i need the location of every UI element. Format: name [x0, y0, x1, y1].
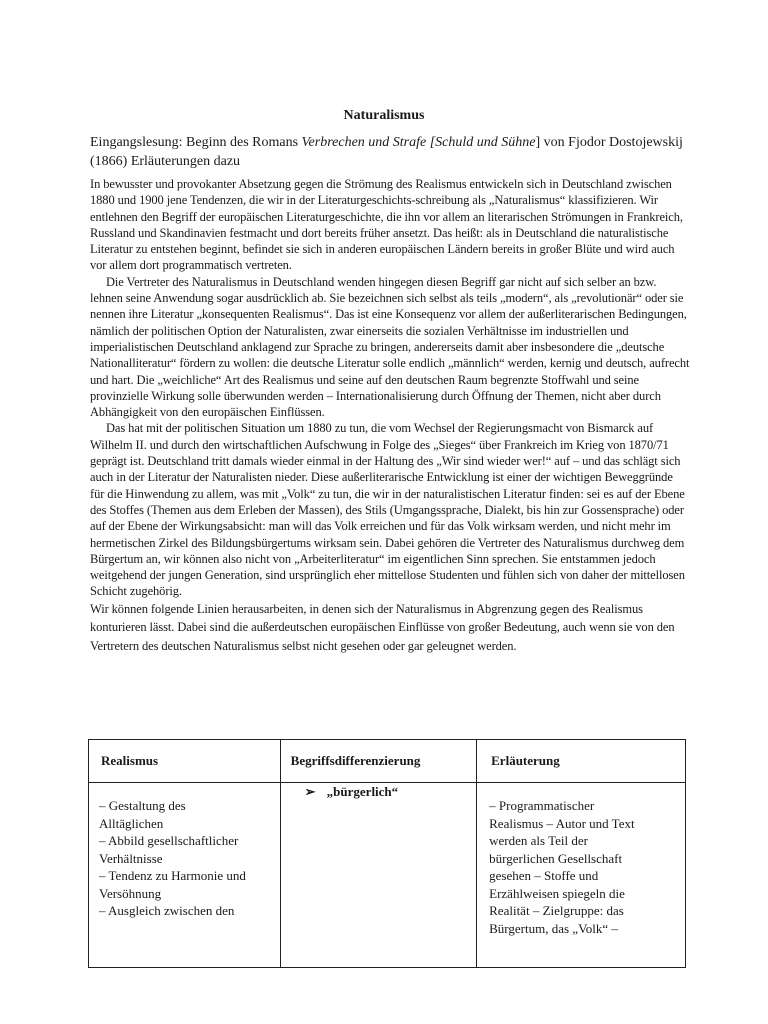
paragraph-2: Die Vertreter des Naturalismus in Deutschland wenden hingegen diesen Begriff gar nicht auf sich selber an bzw. lehnen seine Anwendung sogar ausdrücklich ab. Sie bezeichnen sich selbst als teils „modern“, als „revolutionär“ oder sie nennen ihre Literatur „konsequenten Realismus“. Das ist eine Konsequenz vor allem der außerliterarischen Bedingungen, nämlich der politischen Option der Naturalisten, zwar einerseits die sozialen Verhältnisse im industriellen und imperialistischen Deutschland anklagend zur Sprache zu bringen, andererseits damit aber insbesondere die „deutsche Nationalliteratur“ fördern zu wollen: die deutsche Literatur solle endlich „männlich“ werden, kernig und deutsch, aufrecht und hart. Die „weichliche“ Art des Realismus und seine auf den deutschen Raum begrenzte Stoffwahl und seine provinzielle Wirkung solle überwunden werden – Internationalisierung durch Öffnung der Themen, nicht aber durch Abhängigkeit von den europäischen Einflüssen. [90, 274, 690, 420]
cell-line: Erzählweisen spiegeln die [489, 885, 625, 901]
page-title: Naturalismus [343, 108, 425, 123]
cell-realismus [89, 783, 281, 968]
cell-line: gesehen – Stoffe und [489, 868, 599, 883]
term-buergerlich: „bürgerlich“ [326, 784, 399, 799]
header-realismus: Realismus [89, 740, 281, 783]
cell-line: Verhältnisse [99, 850, 163, 866]
cell-line: werden als Teil der [489, 833, 588, 848]
cell-line: – Ausgleich zwischen den [99, 903, 235, 918]
cell-line: Bürgertum, das „Volk“ – [489, 920, 618, 936]
cell-line: – Abbild gesellschaftlicher [99, 833, 239, 848]
header-begriffsdifferenzierung: Begriffsdifferenzierung [280, 740, 476, 783]
cell-line: – Tendenz zu Harmonie und [99, 868, 246, 883]
intro-work-title: Verbrechen und Strafe [Schuld und Sühne [301, 135, 536, 150]
paragraph-3: Das hat mit der politischen Situation um 1880 zu tun, die vom Wechsel der Regierungsmacht von Bismarck auf Wilhelm II. und durch den wirtschaftlichen Aufschwung in Folge des „Sieges“ über Frankreich im Krieg von 1870/71 geprägt ist. Deutschland tritt damals wieder einmal in der Haltung des „Wir sind wieder wer!“ auf – und das schlägt sich auch in der Literatur der Naturalisten nieder. Diese außerliterarische Entwicklung ist einer der wichtigen Beweggründe für die Hinwendung zu allem, was mit „Volk“ zu tun, die wir in der naturalistischen Literatur finden: sei es auf der Ebene des Stoffes (Themen aus dem Erleben der Massen), des Stils (Umgangssprache, Dialekt, bis hin zur Gossensprache) oder auf der Ebene der Wirkungsabsicht: man will das Volk erreichen und für das Volk wirksam werden, und nicht mehr im hermetischen Zirkel des Bildungsbürgertums wirksam sein. Dabei gehören die Vertreter des Naturalismus durchweg dem Bürgertum an, wir können also nicht von „Arbeiterliteratur“ im eigentlichen Sinn sprechen. Sie entstammen jedoch weitgehend der jungen Generation, sind ursprünglich eher mittellose Studenten und fühlen sich von daher der mittellosen Schicht zugehörig. [90, 421, 685, 599]
paragraph-4: Wir können folgende Linien herausarbeiten, in denen sich der Naturalismus in Abgrenzung gegen des Realismus konturieren lässt. Dabei sind die außerdeutschen europäischen Einflüsse von großer Bedeutung, auch wenn sie von den Vertretern des deutschen Naturalismus selbst nicht gesehen oder gar geleugnet werden. [90, 601, 675, 653]
cell-erlaeuterung [477, 783, 686, 968]
arrow-bullet-icon: ➢ [304, 784, 316, 799]
paragraph-1: In bewusster und provokanter Absetzung gegen die Strömung des Realismus entwickeln sich in Deutschland zwischen 1880 und 1900 jene Tendenzen, die wir in der Literaturgeschichts-schreibung als „Naturalismus“ klassifizieren. Wir entlehnen den Begriff der europäischen Literaturgeschichte, die ihn vor allem an literarischen Strömungen in Frankreich, Russland und Skandinavien festmacht und dort bereits früher ansetzt. Das heißt: als in Deutschland die naturalistische Literatur zu entstehen beginnt, befindet sie sich in anderen europäischen Ländern bereits in großer Blüte und wird auch vor allem dort programmatisch vertreten. [90, 177, 683, 273]
table-row [89, 783, 686, 968]
comparison-table [88, 739, 686, 968]
cell-line: Realismus – Autor und Text [489, 815, 635, 831]
intro-suffix: ] von Fjodor Dostojewskij (1866) Erläuterungen dazu [90, 135, 683, 169]
intro-line [90, 133, 690, 171]
cell-line: Versöhnung [99, 885, 162, 901]
intro-prefix: Eingangslesung: Beginn des Romans [90, 135, 302, 150]
cell-line: – Gestaltung des [99, 798, 186, 813]
cell-begriffsdifferenzierung [280, 783, 476, 968]
cell-line: – Programmatischer [489, 798, 595, 813]
header-erlaeuterung: Erläuterung [477, 740, 686, 783]
body-text [90, 176, 690, 655]
cell-line: bürgerlichen Gesellschaft [489, 850, 623, 866]
cell-line: Realität – Zielgruppe: das [489, 903, 624, 918]
table-header-row [89, 740, 686, 783]
cell-line: Alltäglichen [99, 815, 164, 831]
